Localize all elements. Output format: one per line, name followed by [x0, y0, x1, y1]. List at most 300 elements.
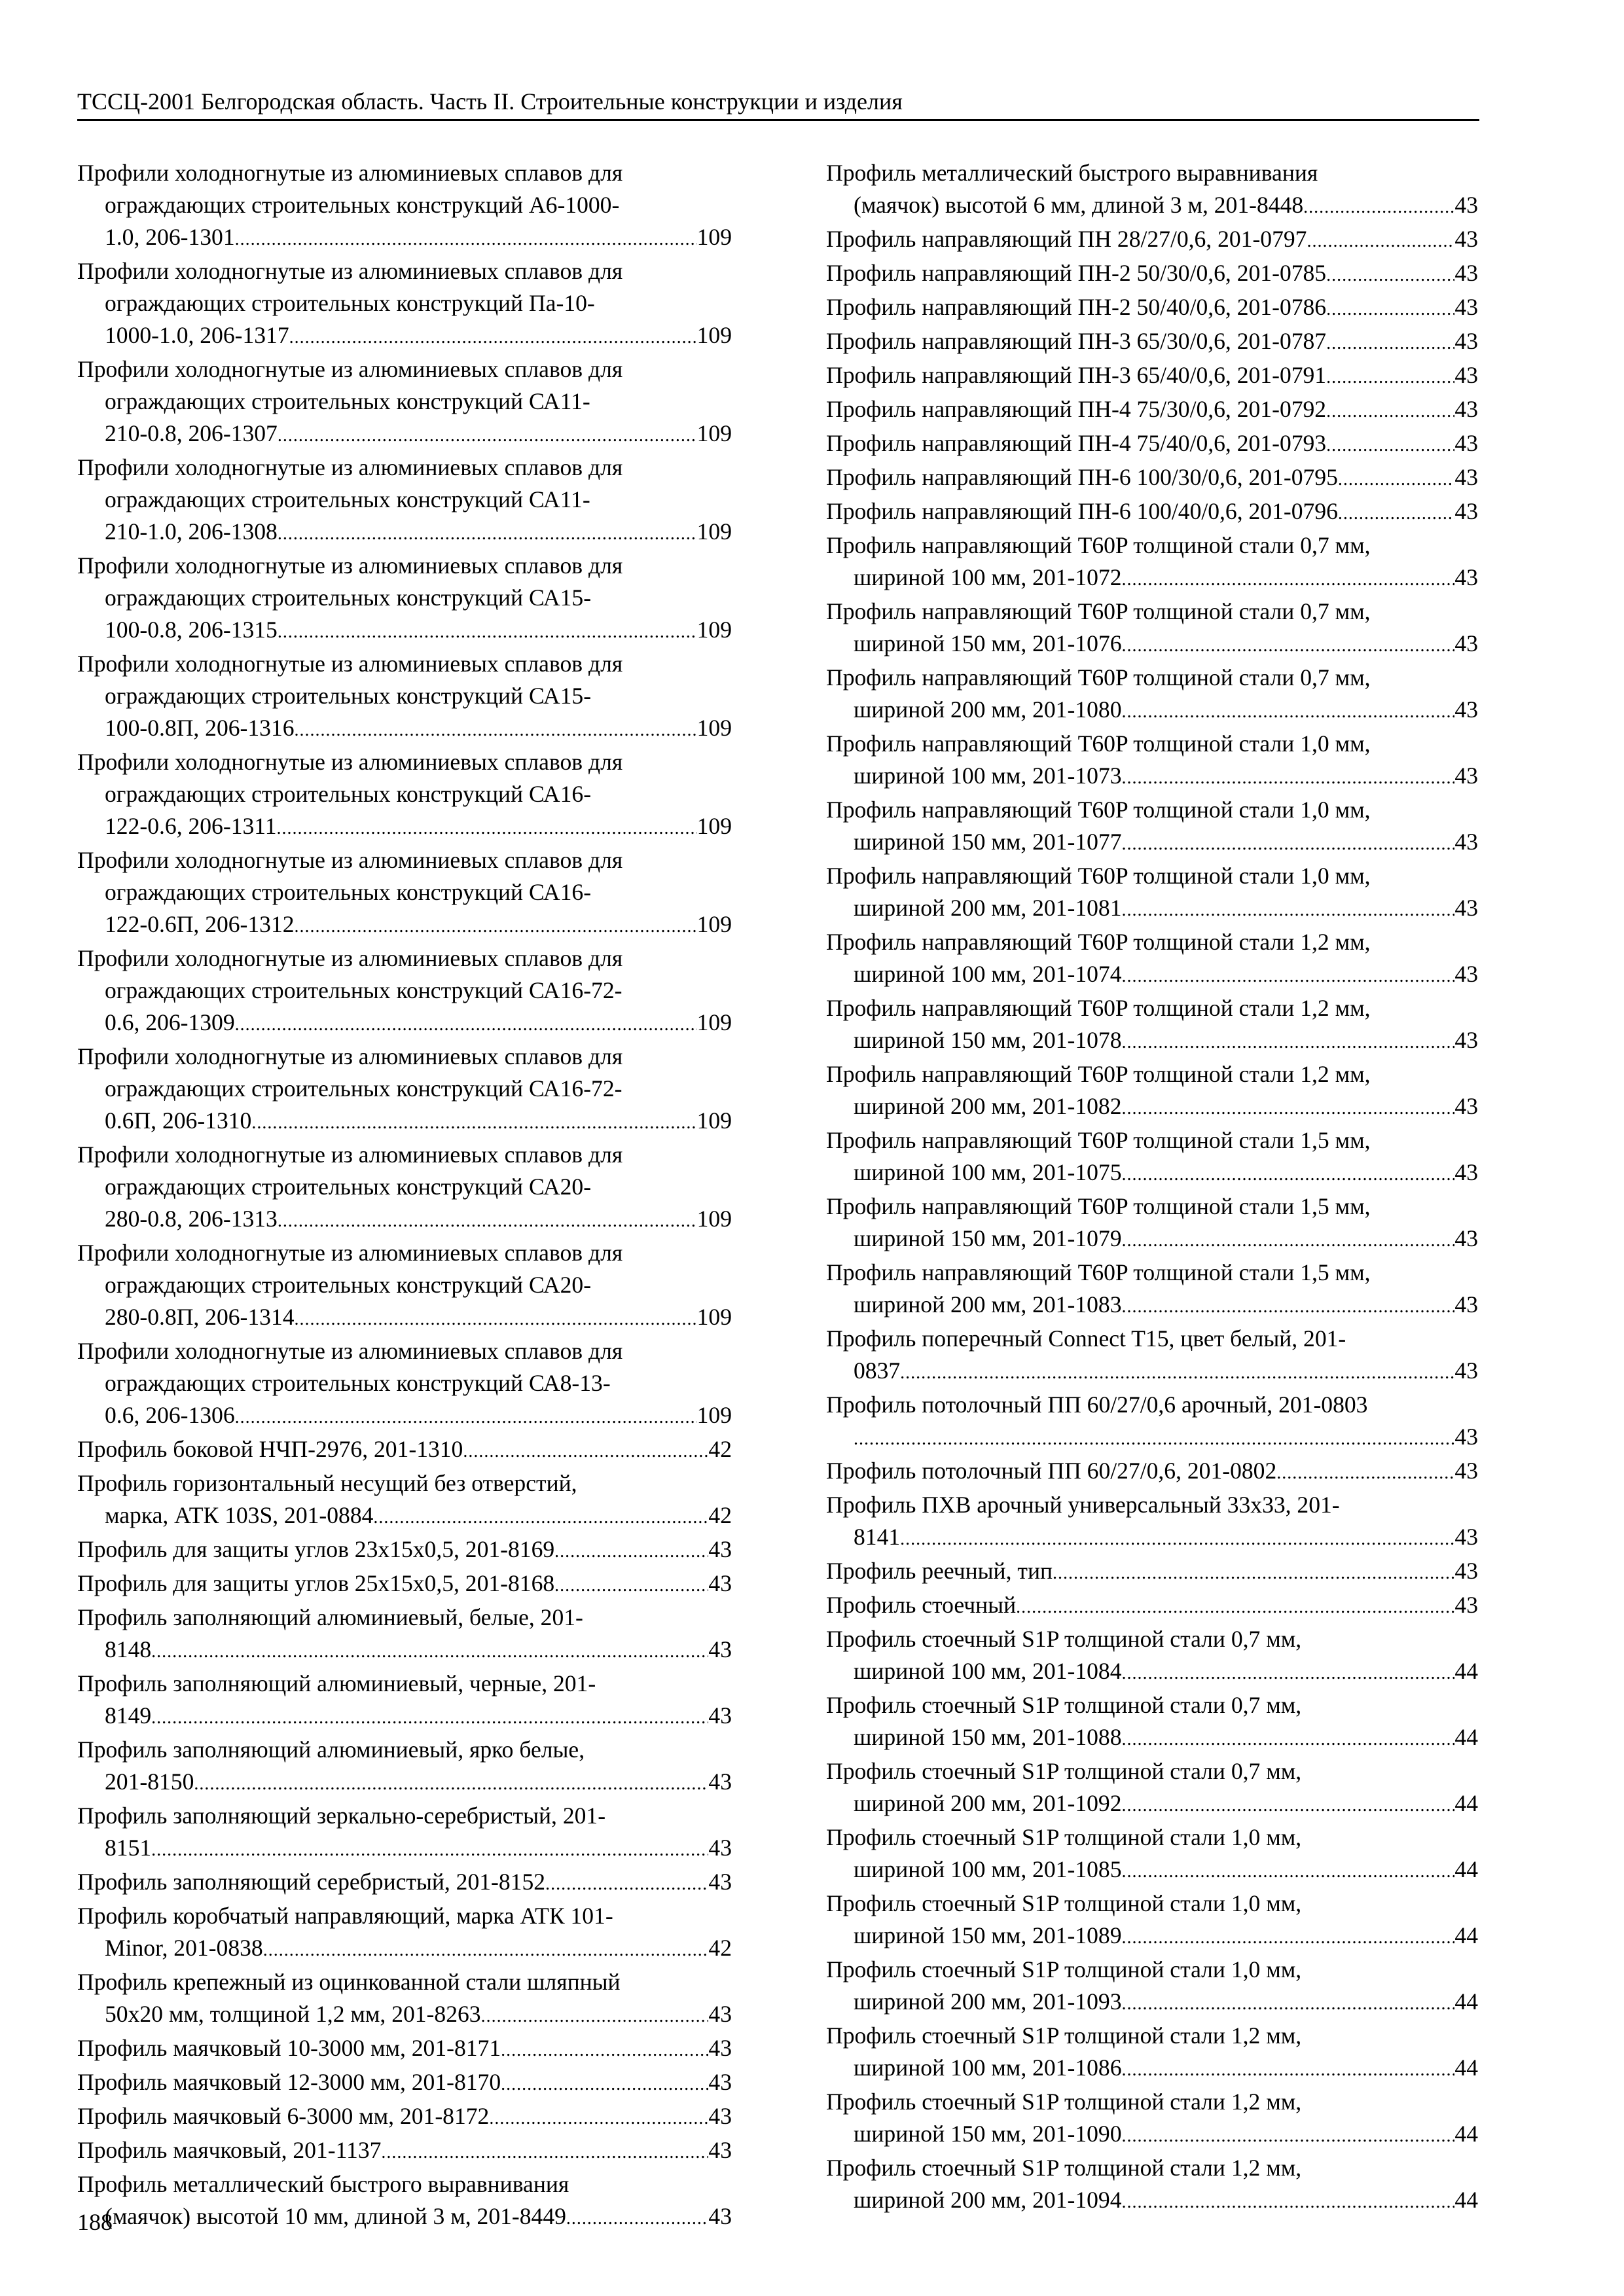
entry-last-line [826, 1289, 1478, 1323]
entry-text: Профиль для защиты углов 25х15х0,5, 201-8168 [77, 1570, 555, 1596]
entry-text: 100-0.8П, 206-1316 [105, 715, 295, 741]
index-entry [826, 1257, 1478, 1323]
dot-leader [489, 2102, 708, 2134]
entry-page-number: 44 [1454, 2187, 1478, 2213]
entry-page-number: 43 [1454, 762, 1478, 789]
dot-leader [295, 1303, 697, 1335]
entry-text: шириной 200 мм, 201-1092 [854, 1790, 1122, 1816]
entry-text: шириной 150 мм, 201-1079 [854, 1225, 1122, 1251]
index-entry [826, 1623, 1478, 1689]
entry-text: ограждающих строительных конструкций СА16-72- [105, 977, 623, 1003]
entry-page-number: 43 [708, 1702, 732, 1729]
index-entry [826, 1191, 1478, 1257]
dot-leader [1053, 1557, 1454, 1589]
entry-last-line [826, 2118, 1478, 2152]
entry-last-line [77, 221, 732, 255]
entry-page-number: 43 [1454, 895, 1478, 921]
entry-text: шириной 100 мм, 201-1074 [854, 961, 1122, 987]
entry-last-line [77, 2200, 732, 2234]
index-entry [826, 1589, 1478, 1623]
index-entry [77, 452, 732, 550]
dot-leader [235, 1401, 697, 1433]
index-column-left [77, 157, 732, 2234]
entry-text: (маячок) высотой 10 мм, длиной 3 м, 201-8449 [105, 2203, 566, 2229]
entry-text: 280-0.8П, 206-1314 [105, 1304, 295, 1330]
entry-text: шириной 200 мм, 201-1080 [854, 696, 1122, 723]
entry-page-number: 43 [1454, 564, 1478, 590]
entry-text: шириной 150 мм, 201-1077 [854, 829, 1122, 855]
entry-text: 201-8150 [105, 1768, 194, 1795]
dot-leader [1121, 1291, 1454, 1323]
index-entry [77, 1237, 732, 1335]
entry-last-line [77, 908, 732, 942]
dot-leader [854, 1423, 1454, 1455]
dot-leader [251, 1107, 696, 1139]
index-entry [826, 223, 1478, 257]
dot-leader [1121, 1856, 1454, 1888]
entry-text: Профиль поперечный Connect T15, цвет белый, 201- [826, 1325, 1346, 1352]
entry-text: 1000-1.0, 206-1317 [105, 322, 289, 348]
entry-text: 0837 [854, 1357, 901, 1384]
entry-text: Профили холодногнутые из алюминиевых сплавов для [77, 1240, 623, 1266]
entry-text: 0.6, 206-1309 [105, 1009, 235, 1035]
entry-page-number: 43 [1454, 1093, 1478, 1119]
index-entry [77, 844, 732, 942]
entry-page-number: 43 [1454, 630, 1478, 656]
dot-leader [151, 1702, 708, 1734]
entry-text: шириной 150 мм, 201-1089 [854, 1922, 1122, 1948]
entry-last-line [826, 427, 1478, 461]
entry-text: 0.6, 206-1306 [105, 1402, 235, 1428]
entry-last-line [826, 826, 1478, 860]
entry-last-line [826, 694, 1478, 728]
entry-text: Профиль направляющий ПН-3 65/30/0,6, 201-0787 [826, 328, 1327, 354]
entry-text: Профиль стоечный S1P толщиной стали 1,0 мм, [826, 1890, 1302, 1916]
entry-last-line [77, 1832, 732, 1866]
entry-last-line [77, 1433, 732, 1467]
entry-text: Профиль стоечный S1P толщиной стали 1,2 мм, [826, 2089, 1302, 2115]
entry-page-number: 43 [708, 2001, 732, 2027]
entry-last-line [826, 628, 1478, 662]
index-entry [826, 529, 1478, 596]
entry-text: Профиль коробчатый направляющий, марка АТК 101- [77, 1903, 613, 1929]
entry-text: Профиль маячковый 12-3000 мм, 201-8170 [77, 2069, 501, 2095]
entry-page-number: 109 [696, 420, 732, 446]
entry-text: Профили холодногнутые из алюминиевых сплавов для [77, 356, 623, 382]
dot-leader [1121, 1225, 1454, 1257]
entry-page-number: 109 [696, 617, 732, 643]
dot-leader [235, 1009, 697, 1041]
entry-text: шириной 200 мм, 201-1093 [854, 1988, 1122, 2015]
index-column-right [826, 157, 1478, 2218]
entry-text: шириной 150 мм, 201-1090 [854, 2121, 1122, 2147]
entry-last-line [826, 325, 1478, 359]
entry-last-line [826, 1223, 1478, 1257]
entry-last-line [826, 562, 1478, 596]
index-entry [77, 2100, 732, 2134]
dot-leader [554, 1535, 708, 1568]
index-entry [77, 1568, 732, 1602]
entry-last-line [77, 614, 732, 648]
entry-last-line [77, 1007, 732, 1041]
dot-leader [1338, 497, 1455, 529]
index-entry [826, 596, 1478, 662]
entry-page-number: 43 [1454, 430, 1478, 456]
index-entry [77, 1866, 732, 1900]
dot-leader [278, 616, 697, 648]
dot-leader [1326, 361, 1454, 393]
entry-last-line [826, 257, 1478, 291]
index-entry [826, 325, 1478, 359]
entry-text: Профиль направляющий T60P толщиной стали 1,2 мм, [826, 1061, 1371, 1087]
dot-leader [235, 223, 697, 255]
entry-text: 100-0.8, 206-1315 [105, 617, 278, 643]
entry-last-line [826, 1521, 1478, 1555]
entry-text: Профиль боковой НЧП-2976, 201-1310 [77, 1436, 463, 1462]
entry-text: 8148 [105, 1636, 152, 1662]
index-entry [77, 157, 732, 255]
entry-page-number: 109 [696, 715, 732, 741]
entry-page-number: 43 [1454, 192, 1478, 218]
entry-page-number: 44 [1454, 1658, 1478, 1684]
index-entry [826, 157, 1478, 223]
entry-page-number: 44 [1454, 1922, 1478, 1948]
entry-text: Профили холодногнутые из алюминиевых сплавов для [77, 1338, 623, 1364]
entry-text: Профиль направляющий ПН 28/27/0,6, 201-0797 [826, 226, 1307, 252]
index-entry [826, 1555, 1478, 1589]
entry-text: шириной 150 мм, 201-1076 [854, 630, 1122, 656]
entry-last-line [77, 1932, 732, 1966]
entry-page-number: 44 [1454, 1856, 1478, 1882]
dot-leader [1121, 2120, 1454, 2152]
entry-text: шириной 150 мм, 201-1088 [854, 1724, 1122, 1750]
entry-last-line [826, 1787, 1478, 1821]
entry-page-number: 43 [708, 2103, 732, 2129]
dot-leader [501, 2034, 708, 2066]
entry-text: Профиль маячковый 6-3000 мм, 201-8172 [77, 2103, 490, 2129]
entry-last-line [77, 2066, 732, 2100]
entry-text: ограждающих строительных конструкций Па-10- [105, 290, 595, 316]
index-entry [77, 1900, 732, 1966]
index-entry [77, 1602, 732, 1668]
dot-leader [1121, 696, 1454, 728]
entry-last-line [826, 1655, 1478, 1689]
index-entry [826, 926, 1478, 992]
index-entry [77, 1433, 732, 1467]
entry-text: шириной 100 мм, 201-1075 [854, 1159, 1122, 1185]
entry-last-line [77, 1866, 732, 1900]
dot-leader [463, 1435, 708, 1467]
entry-text: Профиль направляющий T60P толщиной стали 1,5 мм, [826, 1259, 1371, 1285]
entry-last-line [826, 1455, 1478, 1489]
index-entry [826, 992, 1478, 1058]
dot-leader [1326, 429, 1454, 461]
entry-page-number: 43 [1454, 696, 1478, 723]
entry-text: Профили холодногнутые из алюминиевых сплавов для [77, 945, 623, 971]
entry-text: Профиль направляющий T60P толщиной стали 1,0 мм, [826, 730, 1371, 757]
index-entry [77, 1668, 732, 1734]
index-entry [77, 2134, 732, 2168]
entry-page-number: 44 [1454, 1790, 1478, 1816]
index-entry [826, 662, 1478, 728]
entry-last-line [77, 1766, 732, 1800]
entry-text: Профиль направляющий T60P толщиной стали 0,7 мм, [826, 598, 1371, 624]
index-entry [826, 794, 1478, 860]
entry-page-number: 43 [1454, 1424, 1478, 1450]
entry-page-number: 44 [1454, 1988, 1478, 2015]
entry-page-number: 43 [1454, 1027, 1478, 1053]
entry-text: Профиль направляющий ПН-2 50/30/0,6, 201-0785 [826, 260, 1327, 286]
dot-leader [554, 1570, 708, 1602]
entry-last-line [77, 1568, 732, 1602]
entry-page-number: 43 [1454, 294, 1478, 320]
entry-text: Профиль направляющий T60P толщиной стали 1,5 мм, [826, 1193, 1371, 1219]
entry-text: шириной 100 мм, 201-1084 [854, 1658, 1122, 1684]
entry-last-line [77, 2100, 732, 2134]
entry-text: Профили холодногнутые из алюминиевых сплавов для [77, 552, 623, 579]
index-entry [826, 495, 1478, 529]
dot-leader [1121, 828, 1454, 860]
dot-leader [263, 1934, 709, 1966]
index-entry [826, 359, 1478, 393]
dot-leader [278, 518, 697, 550]
dot-leader [1326, 395, 1454, 427]
entry-text: Профиль заполняющий алюминиевый, черные, 201- [77, 1670, 596, 1696]
dot-leader [1326, 327, 1454, 359]
entry-last-line [826, 189, 1478, 223]
index-entry [826, 1489, 1478, 1555]
entry-page-number: 43 [708, 1636, 732, 1662]
entry-page-number: 109 [696, 224, 732, 250]
dot-leader [194, 1768, 708, 1800]
entry-last-line [77, 2032, 732, 2066]
entry-text: Профили холодногнутые из алюминиевых сплавов для [77, 1043, 623, 1069]
dot-leader [1338, 463, 1455, 495]
entry-text: Профиль стоечный S1P толщиной стали 1,2 мм, [826, 2022, 1302, 2049]
dot-leader [277, 812, 697, 844]
entry-text: Профиль направляющий T60P толщиной стали 0,7 мм, [826, 532, 1371, 558]
dot-leader [381, 2136, 708, 2168]
entry-page-number: 43 [708, 2069, 732, 2095]
dot-leader [1121, 1158, 1454, 1191]
entry-text: Профиль потолочный ПП 60/27/0,6, 201-0802 [826, 1458, 1277, 1484]
index-entry [77, 1041, 732, 1139]
entry-text: шириной 200 мм, 201-1094 [854, 2187, 1122, 2213]
entry-page-number: 43 [1454, 362, 1478, 388]
entry-text: (маячок) высотой 6 мм, длиной 3 м, 201-8448 [854, 192, 1304, 218]
entry-text: ограждающих строительных конструкций СА16- [105, 781, 592, 807]
dot-leader [1303, 191, 1454, 223]
entry-last-line [826, 1157, 1478, 1191]
entry-page-number: 43 [1454, 260, 1478, 286]
index-entry [77, 2168, 732, 2234]
entry-last-line [77, 1105, 732, 1139]
index-entry [77, 2066, 732, 2100]
dot-leader [1121, 2054, 1454, 2086]
entry-text: Профиль стоечный S1P толщиной стали 0,7 мм, [826, 1692, 1302, 1718]
entry-last-line [826, 1721, 1478, 1755]
entry-last-line [826, 461, 1478, 495]
dot-leader [1121, 1789, 1454, 1821]
entry-page-number: 44 [1454, 1724, 1478, 1750]
entry-page-number: 43 [1454, 1558, 1478, 1584]
entry-page-number: 42 [708, 1502, 732, 1528]
entry-page-number: 43 [1454, 1524, 1478, 1550]
entry-text: ограждающих строительных конструкций СА11- [105, 388, 590, 414]
entry-page-number: 109 [696, 1107, 732, 1134]
dot-leader [373, 1501, 708, 1534]
dot-leader [1121, 1092, 1454, 1124]
entry-text: Профиль направляющий T60P толщиной стали 1,0 мм, [826, 863, 1371, 889]
entry-text: Профиль маячковый 10-3000 мм, 201-8171 [77, 2035, 501, 2061]
index-entry [77, 1800, 732, 1866]
entry-text: шириной 200 мм, 201-1081 [854, 895, 1122, 921]
entry-text: Профиль направляющий ПН-4 75/40/0,6, 201-0793 [826, 430, 1327, 456]
entry-text: шириной 100 мм, 201-1073 [854, 762, 1122, 789]
entry-text: Профиль стоечный [826, 1592, 1017, 1618]
entry-page-number: 43 [1454, 961, 1478, 987]
entry-last-line [826, 958, 1478, 992]
entry-text: шириной 100 мм, 201-1085 [854, 1856, 1122, 1882]
index-entry [826, 461, 1478, 495]
dot-leader [1276, 1457, 1454, 1489]
entry-text: 0.6П, 206-1310 [105, 1107, 252, 1134]
dot-leader [1121, 564, 1454, 596]
index-entry [826, 2086, 1478, 2152]
entry-text: ограждающих строительных конструкций СА8-13- [105, 1370, 611, 1396]
entry-text: шириной 200 мм, 201-1082 [854, 1093, 1122, 1119]
entry-text: Профиль стоечный S1P толщиной стали 1,0 мм, [826, 1824, 1302, 1850]
entry-text: ограждающих строительных конструкций А6-1000- [105, 192, 620, 218]
entry-text: Профиль направляющий T60P толщиной стали 1,2 мм, [826, 929, 1371, 955]
dot-leader [1121, 1988, 1454, 2020]
dot-leader [1121, 762, 1454, 794]
entry-last-line [826, 291, 1478, 325]
index-entry [77, 1966, 732, 2032]
entry-page-number: 109 [696, 813, 732, 839]
entry-page-number: 43 [708, 1768, 732, 1795]
entry-last-line [77, 1399, 732, 1433]
entry-text: Профиль потолочный ПП 60/27/0,6 арочный, 201-0803 [826, 1391, 1368, 1418]
index-entry [826, 393, 1478, 427]
index-entry [826, 1888, 1478, 1954]
entry-text: Профили холодногнутые из алюминиевых сплавов для [77, 258, 623, 284]
entry-text: Профиль направляющий ПН-6 100/40/0,6, 201-0796 [826, 498, 1338, 524]
index-entry [826, 1755, 1478, 1821]
index-entry [77, 255, 732, 353]
index-entry [826, 1821, 1478, 1888]
entry-page-number: 43 [708, 2203, 732, 2229]
index-entry [77, 1139, 732, 1237]
dot-leader [151, 1636, 708, 1668]
entry-page-number: 109 [696, 1009, 732, 1035]
dot-leader [1121, 630, 1454, 662]
entry-last-line [826, 1920, 1478, 1954]
page-header [77, 84, 1479, 121]
index-entry [826, 1455, 1478, 1489]
index-entry [826, 1323, 1478, 1389]
entry-text: Профиль направляющий T60P толщиной стали 1,2 мм, [826, 995, 1371, 1021]
entry-last-line [826, 1589, 1478, 1623]
entry-last-line [77, 1998, 732, 2032]
entry-last-line [77, 1499, 732, 1534]
dot-leader [1121, 1723, 1454, 1755]
entry-text: шириной 100 мм, 201-1072 [854, 564, 1122, 590]
entry-text: Профиль направляющий T60P толщиной стали 1,0 мм, [826, 797, 1371, 823]
entry-page-number: 43 [1454, 1291, 1478, 1318]
entry-page-number: 43 [1454, 829, 1478, 855]
entry-page-number: 43 [708, 1536, 732, 1562]
entry-page-number: 43 [1454, 1458, 1478, 1484]
dot-leader [1121, 2186, 1454, 2218]
entry-page-number: 43 [708, 1570, 732, 1596]
page-number: 188 [77, 2209, 113, 2235]
entry-text: 122-0.6П, 206-1312 [105, 911, 295, 937]
entry-text: 210-1.0, 206-1308 [105, 518, 278, 545]
entry-text: Профиль направляющий T60P толщиной стали 0,7 мм, [826, 664, 1371, 691]
entry-text: марка, АТК 103S, 201-0884 [105, 1502, 374, 1528]
entry-text: Профиль заполняющий зеркально-серебристый, 201- [77, 1803, 606, 1829]
entry-last-line [77, 1203, 732, 1237]
dot-leader [545, 1868, 708, 1900]
entry-text: Профиль направляющий T60P толщиной стали 1,5 мм, [826, 1127, 1371, 1153]
entry-text: ограждающих строительных конструкций СА16-72- [105, 1075, 623, 1102]
entry-text: Профиль стоечный S1P толщиной стали 1,0 мм, [826, 1956, 1302, 1982]
entry-text: Профиль заполняющий алюминиевый, ярко белые, [77, 1736, 585, 1763]
entry-text: Профиль горизонтальный несущий без отверстий, [77, 1470, 577, 1496]
dot-leader [1326, 259, 1454, 291]
index-entry [826, 1058, 1478, 1124]
dot-leader [278, 1205, 697, 1237]
entry-last-line [826, 393, 1478, 427]
dot-leader [1121, 894, 1454, 926]
entry-last-line [77, 1700, 732, 1734]
entry-page-number: 42 [708, 1935, 732, 1961]
entry-text: ограждающих строительных конструкций СА20- [105, 1272, 592, 1298]
entry-page-number: 43 [1454, 1159, 1478, 1185]
entry-text: Профиль заполняющий серебристый, 201-8152 [77, 1869, 546, 1895]
entry-text: Профиль направляющий ПН-4 75/30/0,6, 201-0792 [826, 396, 1327, 422]
entry-text: 8141 [854, 1524, 901, 1550]
index-entry [77, 2032, 732, 2066]
entry-text: Профиль ПХВ арочный универсальный 33х33, 201- [826, 1492, 1340, 1518]
entry-page-number: 43 [708, 2137, 732, 2163]
entry-last-line [826, 1090, 1478, 1124]
dot-leader [501, 2068, 708, 2100]
dot-leader [151, 1834, 708, 1866]
entry-last-line [77, 1534, 732, 1568]
entry-last-line [826, 1421, 1478, 1455]
entry-text: Профиль заполняющий алюминиевый, белые, 201- [77, 1604, 583, 1630]
entry-page-number: 109 [696, 1206, 732, 1232]
dot-leader [1121, 960, 1454, 992]
entry-last-line [826, 1854, 1478, 1888]
entry-text: 50х20 мм, толщиной 1,2 мм, 201-8263 [105, 2001, 481, 2027]
index-entry [826, 1689, 1478, 1755]
entry-text: 122-0.6, 206-1311 [105, 813, 277, 839]
index-entry [77, 353, 732, 452]
index-entry [77, 1467, 732, 1534]
entry-last-line [77, 810, 732, 844]
entry-last-line [77, 418, 732, 452]
entry-page-number: 43 [1454, 328, 1478, 354]
entry-page-number: 109 [696, 1402, 732, 1428]
entry-page-number: 42 [708, 1436, 732, 1462]
entry-text: Профили холодногнутые из алюминиевых сплавов для [77, 454, 623, 480]
entry-text: Профили холодногнутые из алюминиевых сплавов для [77, 160, 623, 186]
entry-last-line [826, 495, 1478, 529]
entry-page-number: 43 [1454, 1592, 1478, 1618]
